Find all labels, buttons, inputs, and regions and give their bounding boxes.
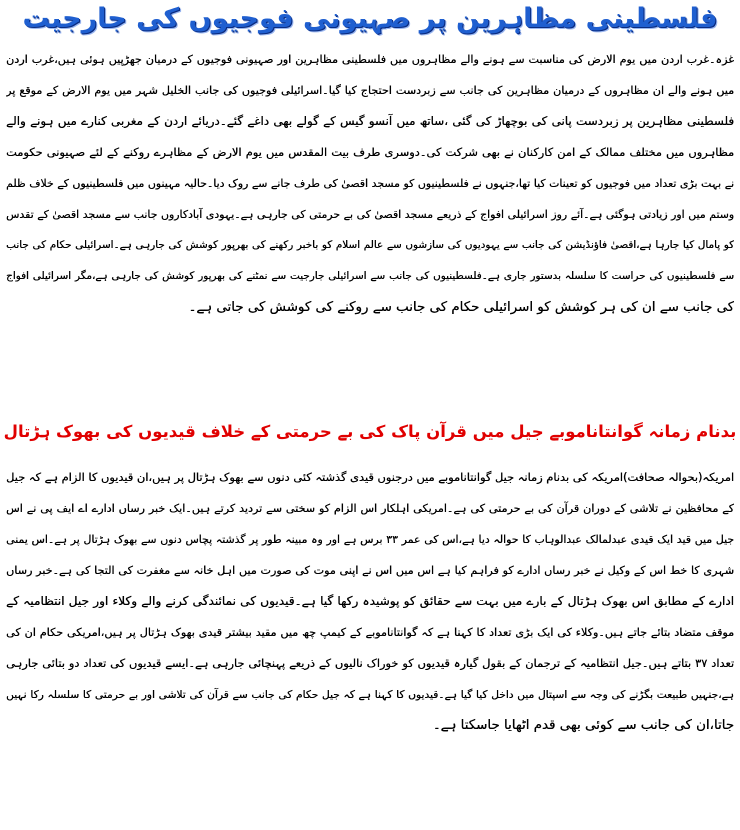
article-line: شہری کا خط اس کے وکیل نے خبر رساں ادارے کو فراہم کیا ہے اس میں اس نے اپنی موت کی صورت میں اہل خانہ سے مغفرت کی التجا کی ہے۔خبر رساں: [6, 564, 734, 577]
article-guantanamo-body: [6, 462, 734, 741]
article-line: غزہ۔غرب اردن میں یوم الارض کی مناسبت سے ہونے والے مظاہروں میں فلسطینی مظاہرین اور صہیونی فوجیوں کے درمیان جھڑپیں ہوئی ہیں،غرب اردن: [6, 53, 734, 66]
article-line: کی جانب سے ان کی ہر کوشش کو اسرائیلی حکام کی جانب سے روکنے کی کوشش کی جاتی ہے۔: [188, 300, 734, 315]
article-line: امریکہ(بحوالہ صحافت)امریکہ کی بدنام زمانہ جیل گوانتاناموبے میں درجنوں قیدی گذشتہ کئی دنوں سے بھوک ہڑتال پر ہیں،ان قیدیوں کا الزام ہے کہ جیل: [6, 470, 734, 484]
article-line: کے محافظین نے تلاشی کے دوران قرآن کی بے حرمتی کی ہے۔امریکی اہلکار اس الزام کو سختی سے تردید کرتے ہیں۔ایک خبر رساں ادارے اے ایف پی نے اس: [6, 502, 734, 515]
article-palestine-body: [6, 44, 734, 323]
article-line: سے فلسطینیوں کی حراست کا سلسلہ بدستور جاری ہے۔فلسطینیوں کی جانب سے اسرائیلی جارجیت سے نمٹنے کی بھرپور کوشش کی جارہی ہے،مگر اسرائیلی افواج: [6, 270, 734, 282]
article-line: مظاہروں میں مختلف ممالک کے امن کارکنان نے بھی شرکت کی۔دوسری طرف بیت المقدس میں یوم الارض کے مظاہرے روکنے کے لئے صہیونی حکومت: [6, 145, 734, 159]
article-line: فلسطینی مظاہرین پر زبردست پانی کی بوچھاڑ کی گئی ،ساتھ میں آنسو گیس کے گولے بھی داغے گئے۔دریائے اردن کے مغربی کنارے میں ہونے والے: [6, 114, 734, 128]
article-line: تعداد ۳۷ بتاتے ہیں۔جیل انتظامیہ کے ترجمان کے بقول گیارہ قیدیوں کو خوراک نالیوں کے ذریعے پہنچائی جارہی ہے۔ایسے قیدیوں کی تعداد دو بتائی جارہی: [6, 656, 734, 670]
article-line: جاتا،ان کی جانب سے کوئی بھی قدم اٹھایا جاسکتا ہے۔: [432, 718, 734, 733]
article-line: جیل میں قید ایک قیدی عبدلمالک عبدالوہاب کا حوالہ دیا ہے،اس کی عمر ۳۳ برس ہے اور وہ مبینہ طور پر گذشتہ پچاس دنوں سے بھوک ہڑتال پر ہے۔اس یمنی: [6, 533, 734, 546]
article-line: میں ہونے والے ان مظاہروں کے درمیان مظاہرین کی جانب سے زبردست احتجاج کیا گیا۔اسرائیلی فوجیوں کی جانب الخلیل شہر میں یوم الارض کے موقع پر: [6, 84, 734, 97]
headline-guantanamo-hunger-strike: بدنام زمانہ گوانتاناموبے جیل میں قرآن پاک کی بے حرمتی کے خلاف قیدیوں کی بھوک ہڑتال: [3, 422, 737, 441]
article-line: ہے،جنہیں طبیعت بگڑنے کی وجہ سے اسپتال میں داخل کیا گیا ہے۔قیدیوں کا کہنا ہے کہ جیل حکام کی جانب سے قرآن کی تلاشی اور بے حرمتی کا سلسلہ رکا نہیں: [6, 688, 734, 701]
article-line: ادارے کے مطابق اس بھوک ہڑتال کے بارے میں بہت سے حقائق کو پوشیدہ رکھا گیا ہے۔قیدیوں کی نمائندگی کرنے والے وکلاء اور جیل انتظامیہ کے: [6, 594, 734, 608]
headline-palestinian-protesters: فلسطینی مظاہرین پر صہیونی فوجیوں کی جارجیت: [22, 3, 718, 34]
article-line: موقف متضاد بتائے جاتے ہیں۔وکلاء کی ایک بڑی تعداد کا کہنا ہے کہ گوانتاناموبے کے کیمپ چھ میں مقید بیشتر قیدی بھوک ہڑتال پر ہیں،امریکی حکام ان کی: [6, 626, 734, 639]
article-line: وستم میں اور زیادتی ہوگئی ہے۔آئے روز اسرائیلی افواج کے ذریعے مسجد اقصیٰ کی بے حرمتی کی جارہی ہے۔یہودی آبادکاروں جانب سے مسجد اقصیٰ کے تقدس: [6, 208, 734, 221]
article-line: کو پامال کیا جارہا ہے،اقصیٰ فاؤنڈیشن کی جانب سے یہودیوں کی سازشوں سے عالم اسلام کو باخبر رکھنے کی بھرپور کوشش کی جارہی ہے۔اسرائیلی حکام کی جانب: [6, 239, 734, 251]
article-line: نے بہت بڑی تعداد میں فوجیوں کو تعینات کیا تھا،جنہوں نے فلسطینیوں کو مسجد اقصیٰ کی طرف جانے سے روک دیا۔حالیہ مہینوں میں فلسطینیوں کے خلاف ظلم: [6, 177, 734, 190]
